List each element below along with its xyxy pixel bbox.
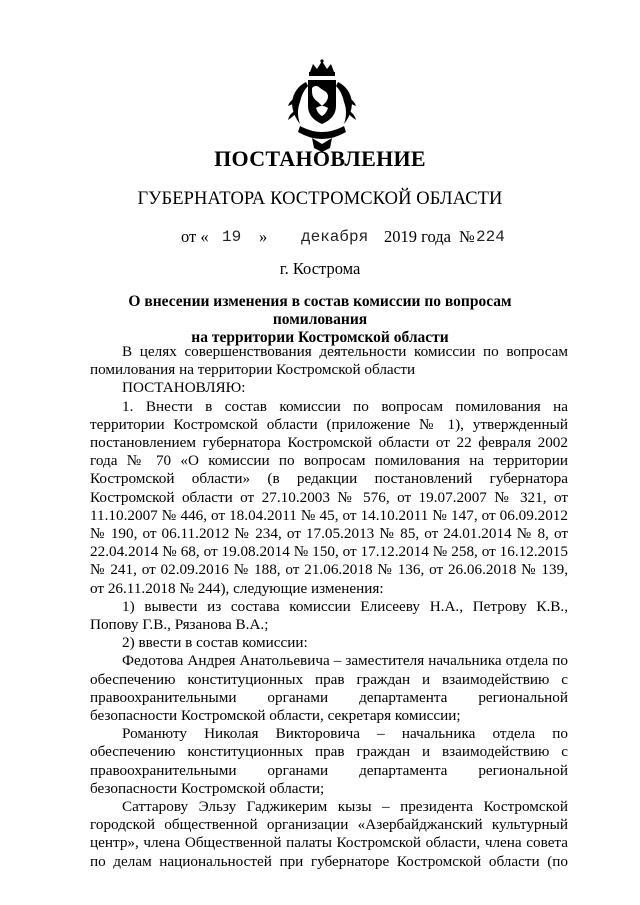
date-close-quote: » xyxy=(259,227,268,246)
coat-of-arms-emblem xyxy=(282,58,362,158)
city-line: г. Кострома xyxy=(279,259,361,278)
date-day: 19 xyxy=(222,228,242,246)
document-number: 224 xyxy=(476,228,505,246)
document-body xyxy=(90,343,568,871)
paragraph-purpose: В целях совершенствования деятельности комиссии по вопросам помилования на территории Костромской области xyxy=(90,343,568,379)
document-heading xyxy=(90,293,550,347)
date-year: 2019 года xyxy=(384,227,451,246)
document-subtitle: ГУБЕРНАТОРА КОСТРОМСКОЙ ОБЛАСТИ xyxy=(137,189,503,209)
number-sign: № xyxy=(459,227,475,246)
date-prefix: от « xyxy=(181,227,209,246)
paragraph-subitem-2: 2) ввести в состав комиссии: xyxy=(122,634,308,652)
paragraph-member-romanyuta: Романюту Николая Викторовича – начальника отдела по обеспечению конституционных прав граждан и взаимодействию с правоохранительными органами департамента региональной безопасности Костромской области; xyxy=(90,725,568,797)
paragraph-item-1: 1. Внести в состав комиссии по вопросам помилования на территории Костромской области (приложение № 1), утвержденный постановлением губернатора Костромской области от 22 февраля 2002 года № 70 «О комиссии по вопросам помилования на территории Костромской области» (в редакции постановлений губернатора Костромской области от 27.10.2003 № 576, от 19.07.2007 № 321, от 11.10.2007 № 446, от 18.04.2011 № 45, от 14.10.2011 № 147, от 06.09.2012 № 190, от 06.11.2012 № 234, от 17.05.2013 № 85, от 24.01.2014 № 8, от 22.04.2014 № 68, от 19.08.2014 № 150, от 17.12.2014 № 258, от 16.12.2015 № 241, от 02.09.2016 № 188, от 21.06.2018 № 136, от 26.06.2018 № 139, от 26.11.2018 № 244), следующие изменения: xyxy=(90,397,568,597)
paragraph-subitem-1: 1) вывести из состава комиссии Елисееву Н.А., Петрову К.В., Попову Г.В., Рязанова В.А.; xyxy=(90,597,568,634)
document-title: ПОСТАНОВЛЕНИЕ xyxy=(214,146,426,171)
paragraph-member-fedotov: Федотова Андрея Анатольевича – заместителя начальника отдела по обеспечению конституционных прав граждан и взаимодействию с правоохранительными органами департамента региональной безопасности Костромской области, секретаря комиссии; xyxy=(90,652,568,725)
paragraph-member-sattarova: Саттарову Эльзу Гаджикерим кызы – президента Костромской городской общественной организации «Азербайджанский культурный центр», члена Общественной палаты Костромской области, члена совета по делам национальностей при губернаторе Костромской области (по xyxy=(90,798,568,870)
coat-of-arms-icon xyxy=(282,58,362,158)
date-month: декабря xyxy=(301,228,369,246)
date-line xyxy=(0,227,640,249)
heading-line-2: на территории Костромской области xyxy=(191,329,449,346)
paragraph-resolve: ПОСТАНОВЛЯЮ: xyxy=(122,379,246,397)
heading-line-1: О внесении изменения в состав комиссии по вопросам помилования xyxy=(128,293,512,328)
